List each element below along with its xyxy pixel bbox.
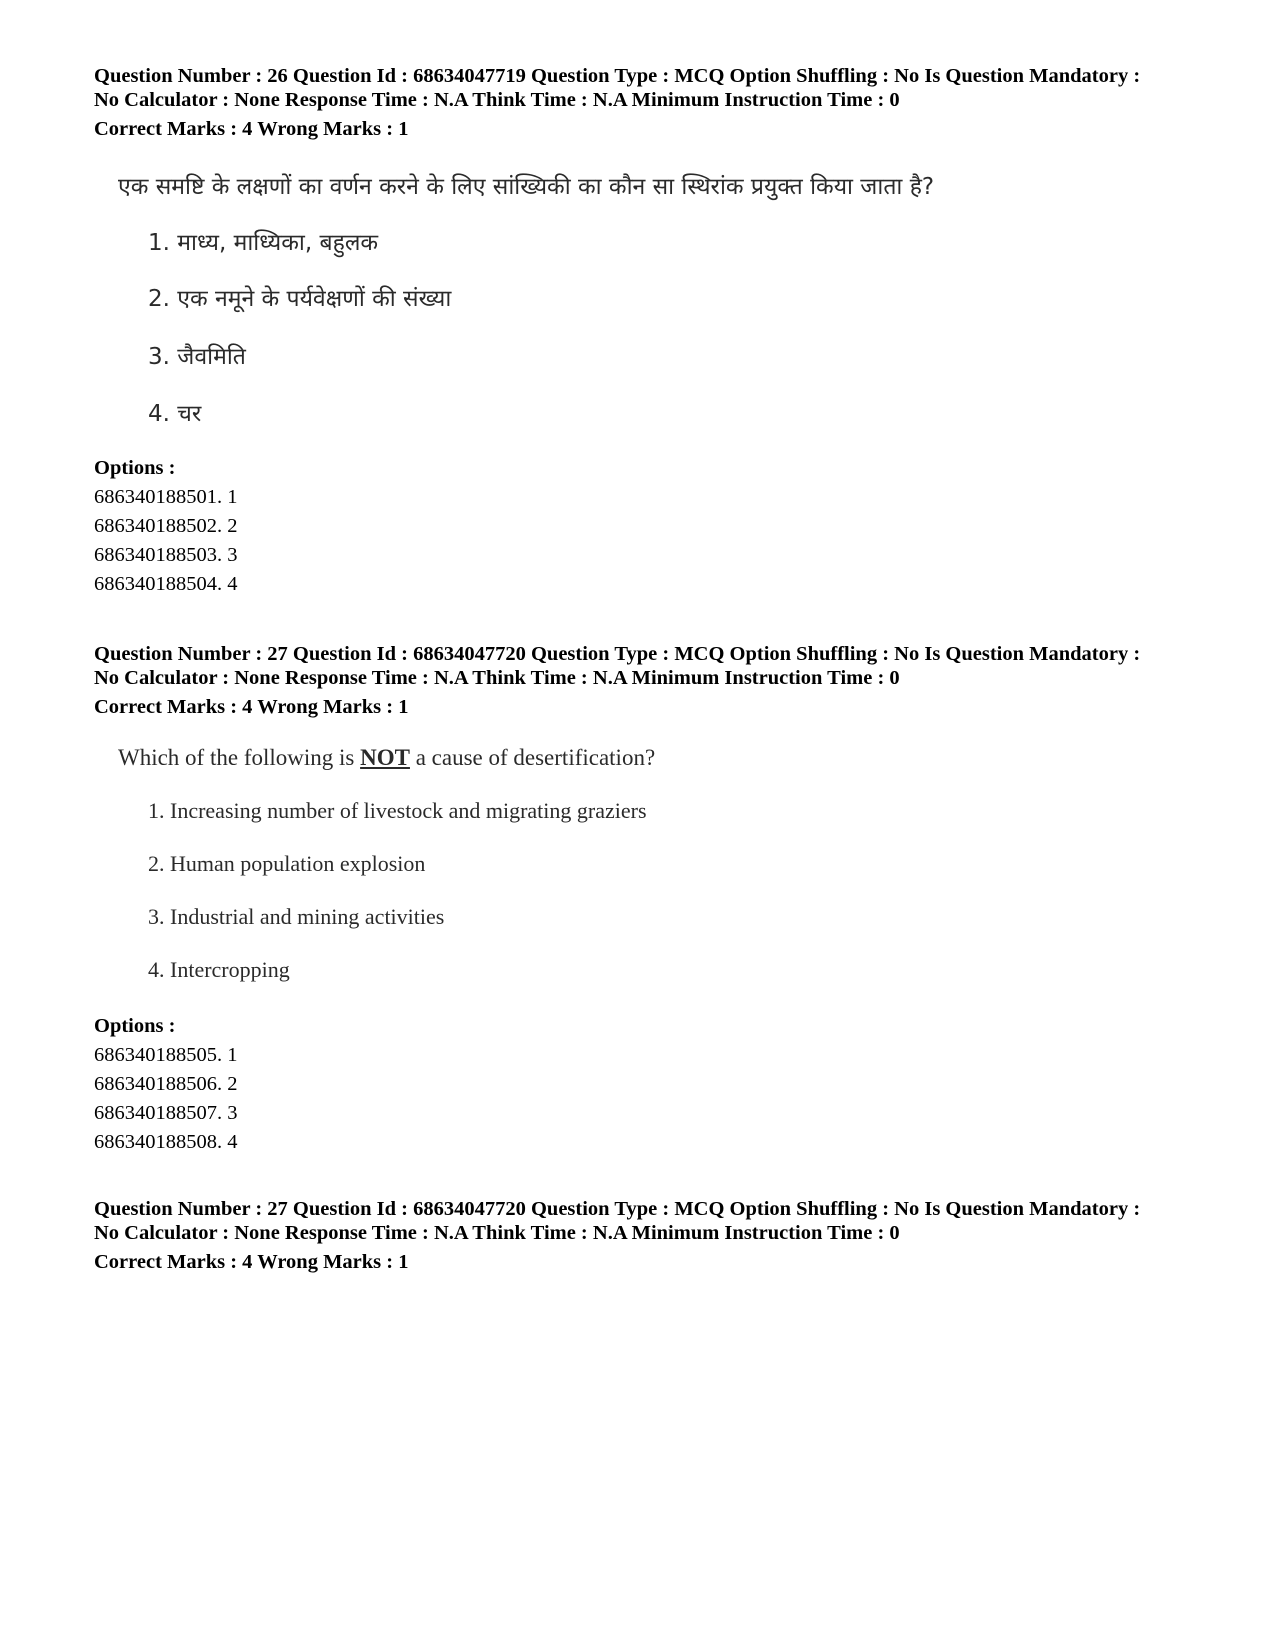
- question-marks: Correct Marks : 4 Wrong Marks : 1: [94, 696, 409, 718]
- options-label: Options :: [94, 457, 176, 479]
- option-item: 686340188505. 1: [94, 1044, 238, 1066]
- options-label: Options :: [94, 1015, 176, 1037]
- choice-2: 2. एक नमूने के पर्यवेक्षणों की संख्या: [148, 286, 452, 312]
- stem-text-post: a cause of desertification?: [409, 745, 656, 770]
- option-item: 686340188507. 3: [94, 1102, 238, 1124]
- choice-4: 4. चर: [148, 401, 202, 427]
- choice-4: 4. Intercropping: [148, 957, 290, 982]
- option-item: 686340188504. 4: [94, 573, 238, 595]
- stem-text-pre: Which of the following is: [118, 745, 361, 770]
- question-marks: Correct Marks : 4 Wrong Marks : 1: [94, 118, 409, 140]
- question-27-repeat-header: [94, 1197, 1214, 1274]
- question-27-image: [118, 743, 655, 985]
- question-meta-line-2: No Calculator : None Response Time : N.A Think Time : N.A Minimum Instruction Time : 0: [94, 1222, 900, 1244]
- option-item: 686340188502. 2: [94, 515, 238, 537]
- option-item: 686340188506. 2: [94, 1073, 238, 1095]
- question-26-options: [94, 456, 1214, 599]
- question-meta-line-1: Question Number : 27 Question Id : 68634047720 Question Type : MCQ Option Shuffling : No Is Question Mandatory :: [94, 1198, 1141, 1220]
- question-stem: [118, 743, 655, 773]
- question-26-image: [118, 172, 934, 429]
- option-item: 686340188508. 4: [94, 1131, 238, 1153]
- choice-1: 1. माध्य, माध्यिका, बहुलक: [148, 230, 379, 256]
- question-27-header: [94, 642, 1214, 719]
- question-marks: Correct Marks : 4 Wrong Marks : 1: [94, 1251, 409, 1273]
- option-item: 686340188501. 1: [94, 486, 238, 508]
- option-item: 686340188503. 3: [94, 544, 238, 566]
- choice-1: 1. Increasing number of livestock and migrating graziers: [148, 798, 647, 823]
- question-meta-line-1: Question Number : 26 Question Id : 68634047719 Question Type : MCQ Option Shuffling : No Is Question Mandatory :: [94, 65, 1141, 87]
- question-stem: एक समष्टि के लक्षणों का वर्णन करने के लिए सांख्यिकी का कौन सा स्थिरांक प्रयुक्त किया जाता है?: [118, 174, 935, 200]
- choice-3: 3. जैवमिति: [148, 344, 246, 370]
- question-27-options: [94, 1014, 1214, 1157]
- choice-2: 2. Human population explosion: [148, 851, 426, 876]
- question-26-header: [94, 64, 1214, 141]
- question-meta-line-2: No Calculator : None Response Time : N.A Think Time : N.A Minimum Instruction Time : 0: [94, 667, 900, 689]
- stem-emphasis: NOT: [360, 745, 410, 770]
- choice-3: 3. Industrial and mining activities: [148, 904, 445, 929]
- question-meta-line-2: No Calculator : None Response Time : N.A Think Time : N.A Minimum Instruction Time : 0: [94, 89, 900, 111]
- question-meta-line-1: Question Number : 27 Question Id : 68634047720 Question Type : MCQ Option Shuffling : No Is Question Mandatory :: [94, 643, 1141, 665]
